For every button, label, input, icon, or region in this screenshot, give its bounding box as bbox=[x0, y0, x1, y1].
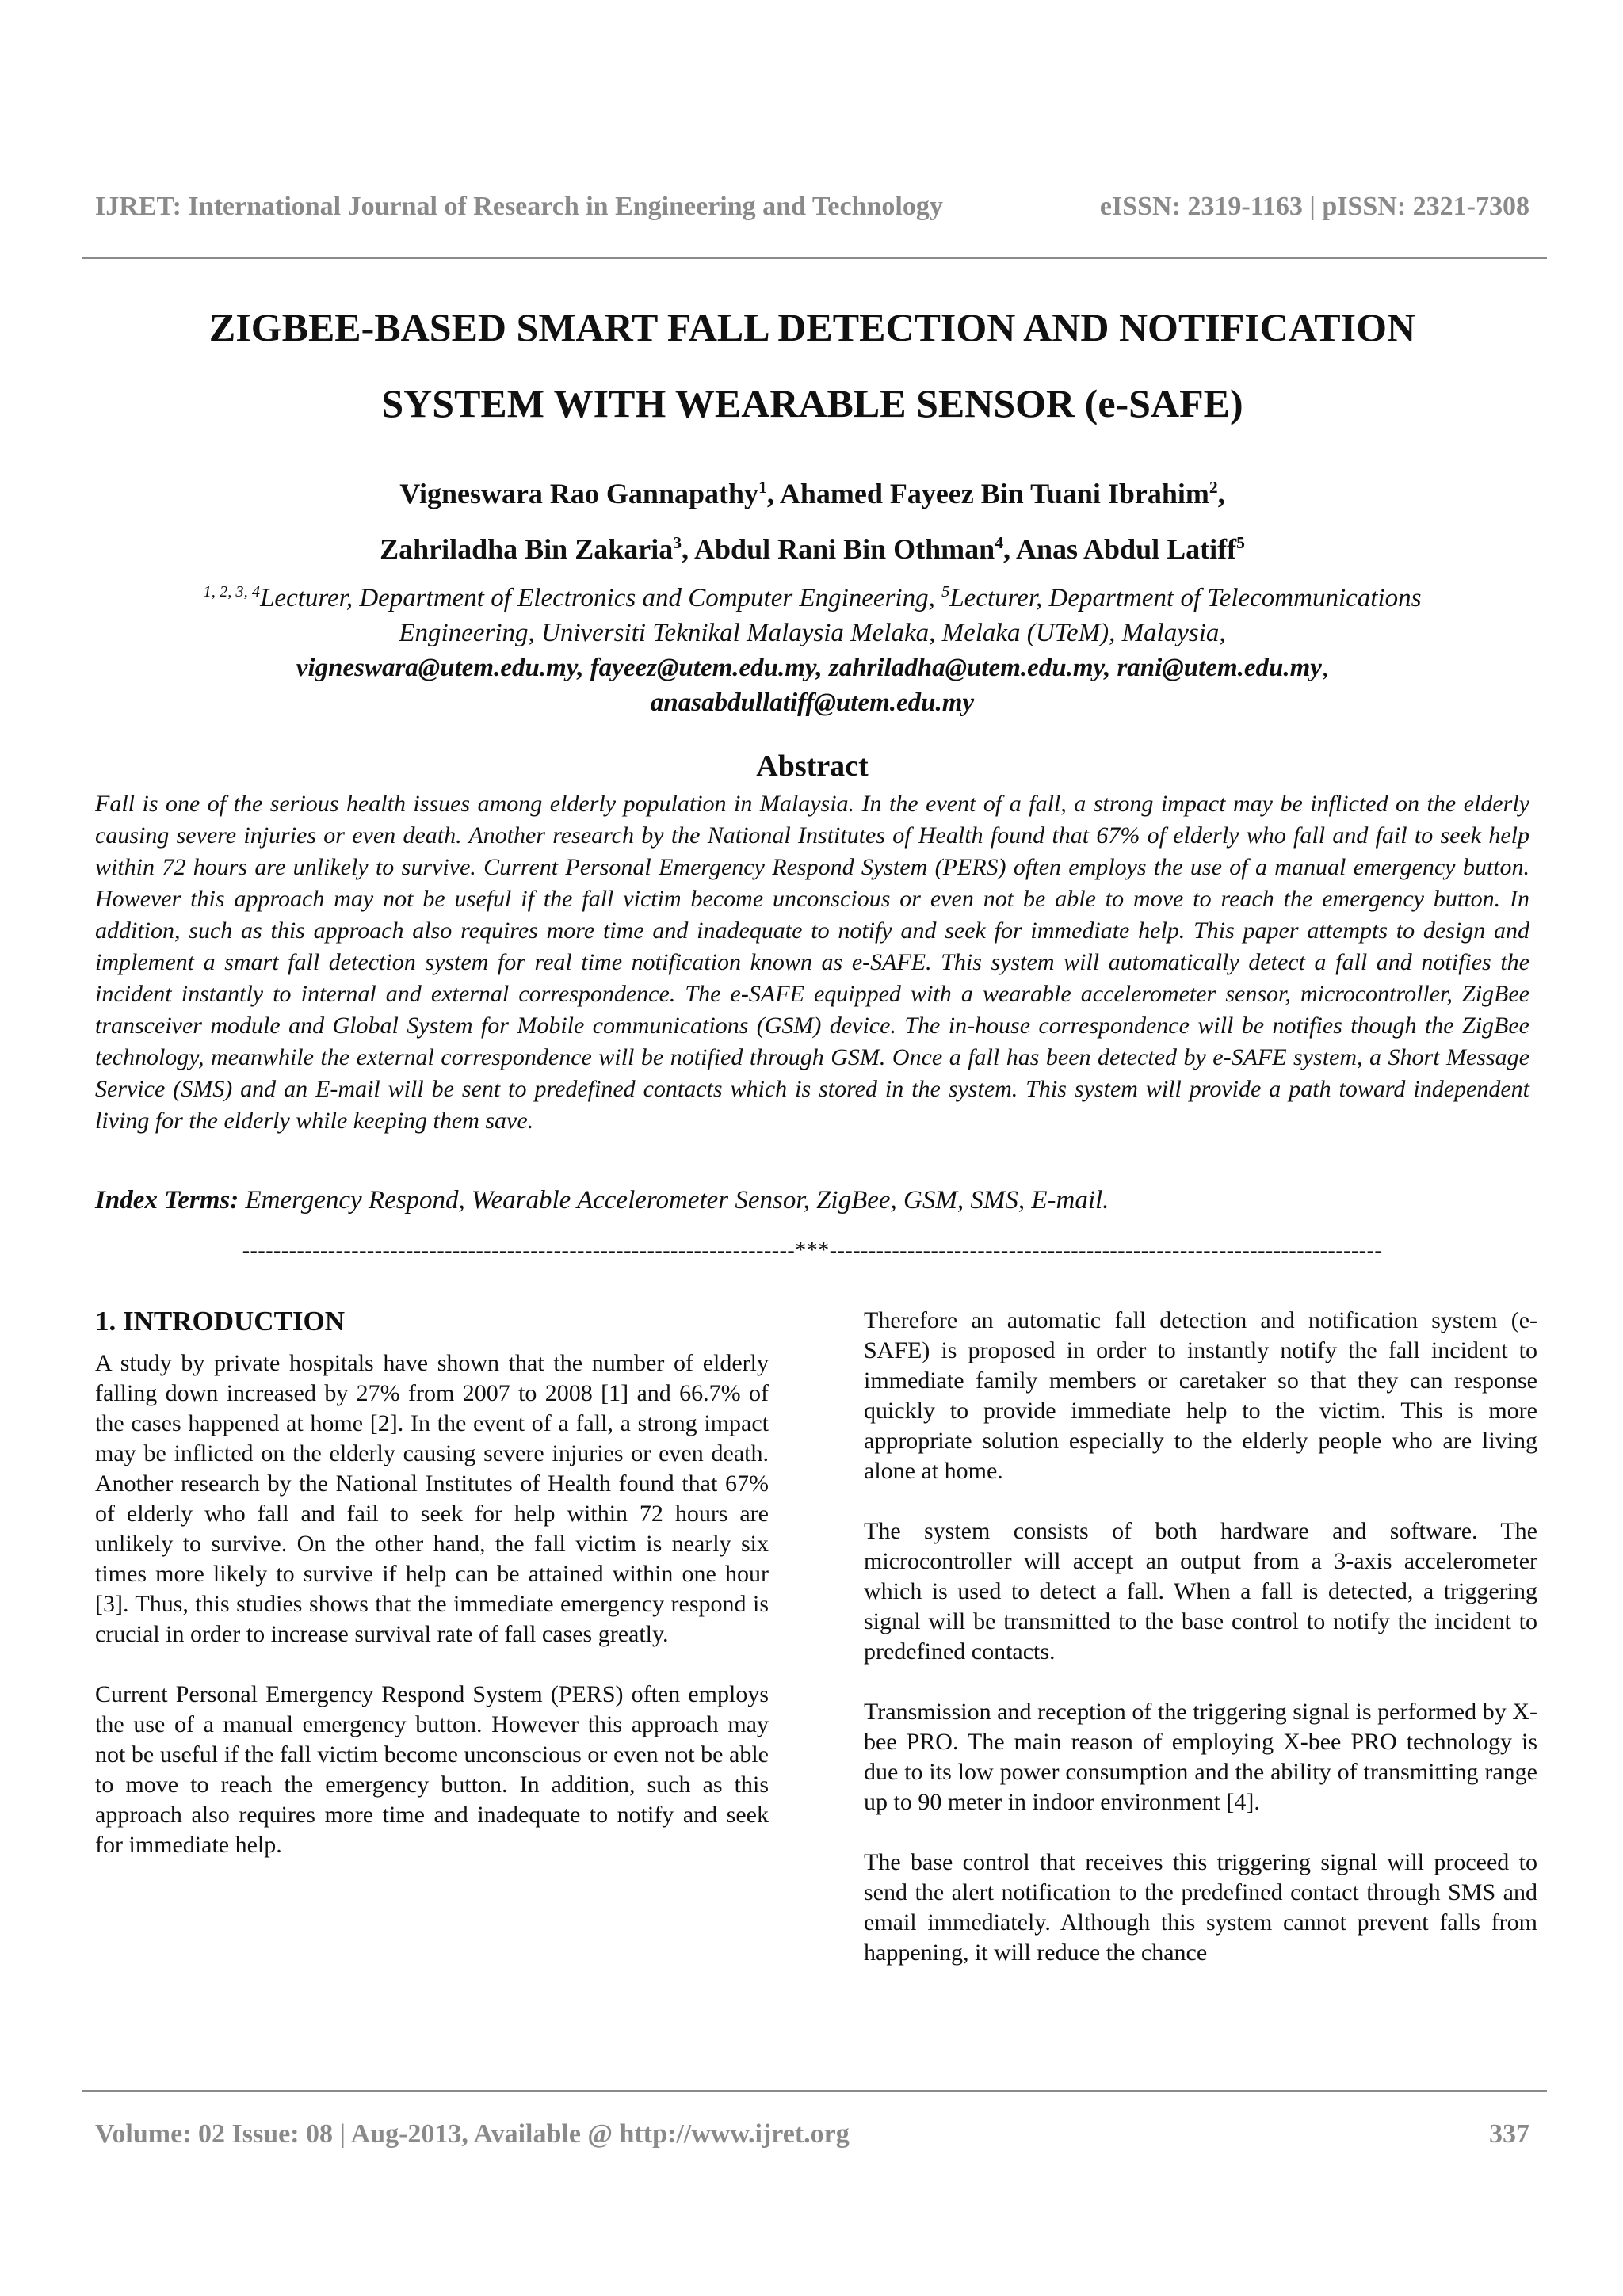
page-number: 337 bbox=[1489, 2119, 1529, 2149]
paragraph: Transmission and reception of the triggering signal is performed by X-bee PRO. The main reason of employing X-bee PRO technology is due to its low power consumption and the ability of transmitting range up to 90 meter in indoor environment [4]. bbox=[864, 1699, 1537, 1815]
paragraph: Therefore an automatic fall detection and notification system (e-SAFE) is proposed in order to instantly notify the fall incident to immediate family members or caretaker so that they can response quickly to provide immediate help to the victim. This is more appropriate solution especially to the elderly people who are living alone at home. bbox=[864, 1307, 1537, 1484]
author-name: Zahriladha Bin Zakaria bbox=[380, 533, 674, 565]
author-mark: 5 bbox=[1236, 533, 1245, 552]
affiliation-line-1 bbox=[95, 581, 1529, 616]
left-column bbox=[95, 1306, 769, 1890]
affiliation-marks: 1, 2, 3, 4 bbox=[203, 583, 261, 601]
author-name: Abdul Rani Bin Othman bbox=[694, 533, 995, 565]
author-name: Vigneswara Rao Gannapathy bbox=[399, 478, 759, 509]
email-separator: , bbox=[1321, 654, 1329, 682]
author-name: Anas Abdul Latiff bbox=[1016, 533, 1237, 565]
issn: eISSN: 2319-1163 | pISSN: 2321-7308 bbox=[1099, 192, 1529, 221]
author-line-2: Zahriladha Bin Zakaria$^3$, Abdul Rani Bin Othman$^4$, Anas Abdul Latiff$^5$ bbox=[380, 533, 1245, 565]
author-line-1: Vigneswara Rao Gannapathy$^1$, Ahamed Fayeez Bin Tuani Ibrahim$^2$, bbox=[399, 478, 1225, 509]
author-emails-line-1 bbox=[95, 650, 1529, 685]
index-terms-label: Index Terms: bbox=[95, 1186, 239, 1215]
abstract-text: Fall is one of the serious health issues among elderly population in Malaysia. In the event of a fall, a strong impact may be inflicted on the elderly causing severe injuries or even death. Another research by the National Institutes of Health found that 67% of elderly who fall and fail to seek help within 72 hours are unlikely to survive. Current Personal Emergency Respond System (PERS) often employs the use of a manual emergency button. However this approach may not be useful if the fall victim become unconscious or even not be able to move to reach the emergency button. In addition, such as this approach also requires more time and inadequate to notify and seek for immediate help. This paper attempts to design and implement a smart fall detection system for real time notification known as e-SAFE. This system will automatically detect a fall and notifies the incident instantly to internal and external correspondence. The e-SAFE equipped with a wearable accelerometer sensor, microcontroller, ZigBee transceiver module and Global System for Mobile communications (GSM) device. The in-house correspondence will be notifies though the ZigBee technology, meanwhile the external correspondence will be notified through GSM. Once a fall has been detected by e-SAFE system, a Short Message Service (SMS) and an E-mail will be sent to predefined contacts which is stored in the system. This system will provide a path toward independent living for the elderly while keeping them save. bbox=[95, 791, 1529, 1134]
index-terms bbox=[95, 1186, 1529, 1215]
paragraph: A study by private hospitals have shown that the number of elderly falling down increased by 27% from 2007 to 2008 [1] and 66.7% of the cases happened at home [2]. In the event of a fall, a strong impact may be inflicted on the elderly causing severe injuries or even death. Another research by the National Institutes of Health found that 67% of elderly who fall and fail to seek for help within 72 hours are unlikely to survive. On the other hand, the fall victim is nearly six times more likely to survive if help can be attained within one hour [3]. Thus, this studies shows that the immediate emergency respond is crucial in order to increase survival rate of fall cases greatly. bbox=[95, 1350, 769, 1647]
paper-title bbox=[95, 289, 1529, 441]
affiliation-line-2: Engineering, Universiti Teknikal Malaysia Melaka, Melaka (UTeM), Malaysia, bbox=[399, 619, 1226, 647]
paragraph: Current Personal Emergency Respond System (PERS) often employs the use of a manual emergency button. However this approach may not be useful if the fall victim become unconscious or even not be able to move to reach the emergency button. In addition, such as this approach also requires more time and inadequate to notify and seek for immediate help. bbox=[95, 1681, 769, 1858]
running-header bbox=[95, 192, 1529, 222]
affiliation-text: Lecturer, Department of Electronics and Computer Engineering, bbox=[260, 584, 942, 612]
author-emails: vigneswara@utem.edu.my, fayeez@utem.edu.my, zahriladha@utem.edu.my, rani@utem.edu.my bbox=[296, 654, 1322, 682]
author-list bbox=[95, 466, 1529, 577]
page-footer bbox=[95, 2119, 1529, 2149]
affiliation bbox=[95, 581, 1529, 720]
author-mark: 4 bbox=[995, 533, 1003, 552]
author-mark: 3 bbox=[673, 533, 682, 552]
paragraph: The system consists of both hardware and software. The microcontroller will accept an output from a 3-axis accelerometer which is used to detect a fall. When a fall is detected, a triggering signal will be transmitted to the base control to notify the incident to predefined contacts. bbox=[864, 1518, 1537, 1665]
abstract-heading: Abstract bbox=[756, 749, 869, 783]
paragraph: The base control that receives this triggering signal will proceed to send the alert notification to the predefined contact through SMS and email immediately. Although this system cannot prevent falls from happening, it will reduce the chance bbox=[864, 1849, 1537, 1966]
footer-rule bbox=[82, 2090, 1547, 2092]
author-name: Ahamed Fayeez Bin Tuani Ibrahim bbox=[779, 478, 1209, 509]
affiliation-text: Lecturer, Department of Telecommunications bbox=[949, 584, 1422, 612]
header-rule bbox=[82, 257, 1547, 259]
section-heading-introduction: 1. INTRODUCTION bbox=[95, 1306, 346, 1337]
author-emails-line-2: anasabdullatiff@utem.edu.my bbox=[650, 688, 975, 717]
title-line-2: SYSTEM WITH WEARABLE SENSOR (e-SAFE) bbox=[381, 381, 1243, 425]
right-column bbox=[864, 1306, 1537, 1998]
journal-name: IJRET: International Journal of Research in Engineering and Technology bbox=[95, 192, 943, 221]
affiliation-marks: 5 bbox=[941, 583, 950, 601]
index-terms-text: Emergency Respond, Wearable Accelerometer Sensor, ZigBee, GSM, SMS, E-mail. bbox=[239, 1186, 1109, 1215]
author-mark: 2 bbox=[1209, 478, 1218, 497]
author-mark: 1 bbox=[758, 478, 767, 497]
title-line-1: ZIGBEE-BASED SMART FALL DETECTION AND NOTIFICATION bbox=[208, 305, 1416, 349]
volume-info: Volume: 02 Issue: 08 | Aug-2013, Available @ http://www.ijret.org bbox=[95, 2119, 850, 2149]
section-separator: -----------------------------------------------------------------------***----------------------------------------------------------------------- bbox=[242, 1238, 1383, 1263]
